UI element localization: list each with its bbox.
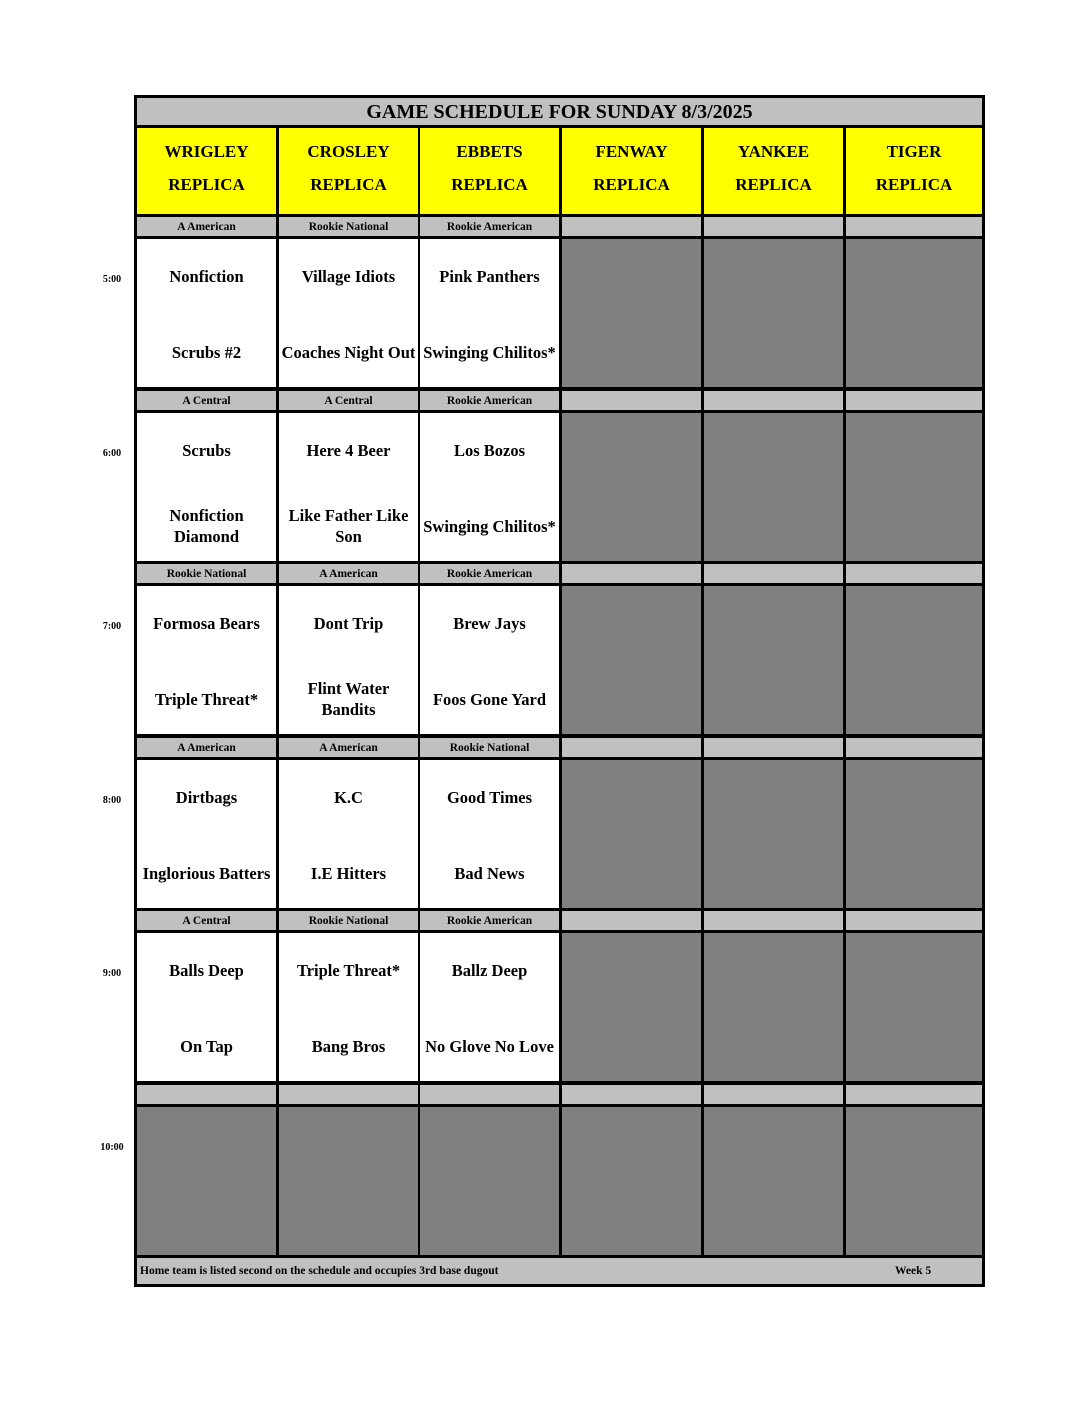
home-team: Nonfiction Diamond xyxy=(169,506,244,546)
game-cell xyxy=(279,933,418,1081)
game-cell xyxy=(137,586,276,734)
home-team: Bad News xyxy=(454,863,525,883)
field-subtitle: REPLICA xyxy=(735,175,812,194)
division-label xyxy=(846,911,982,930)
game-cell xyxy=(279,413,418,561)
time-label: 8:00 xyxy=(102,795,122,806)
division-label xyxy=(704,217,843,236)
home-team: Inglorious Batters xyxy=(142,863,271,883)
field-header-crosley xyxy=(279,128,418,214)
field-subtitle: REPLICA xyxy=(310,175,387,194)
division-label: Rookie American xyxy=(420,564,559,583)
field-name: WRIGLEY xyxy=(164,142,249,161)
field-header-yankee xyxy=(704,128,843,214)
away-team: Ballz Deep xyxy=(451,960,528,980)
away-team: Nonfiction xyxy=(169,266,244,286)
empty-slot xyxy=(846,933,982,1081)
game-cell xyxy=(279,586,418,734)
division-label: A American xyxy=(137,738,276,757)
division-label xyxy=(846,391,982,410)
division-label: A Central xyxy=(279,391,418,410)
empty-slot xyxy=(420,1107,559,1255)
time-label: 9:00 xyxy=(102,968,122,979)
game-cell xyxy=(279,760,418,908)
footer-note: Home team is listed second on the schedule and occupies 3rd base dugout xyxy=(140,1265,499,1277)
empty-slot xyxy=(562,933,701,1081)
division-label xyxy=(562,911,701,930)
home-team: Swinging Chilitos* xyxy=(423,516,556,536)
empty-slot xyxy=(704,760,843,908)
division-label xyxy=(420,1085,559,1104)
division-label xyxy=(562,738,701,757)
division-label xyxy=(704,391,843,410)
division-label: Rookie American xyxy=(420,217,559,236)
empty-slot xyxy=(704,586,843,734)
division-label xyxy=(846,564,982,583)
empty-slot xyxy=(846,1107,982,1255)
empty-slot xyxy=(137,1107,276,1255)
field-name: YANKEE xyxy=(737,142,810,161)
field-subtitle: REPLICA xyxy=(168,175,245,194)
empty-slot xyxy=(846,760,982,908)
empty-slot xyxy=(279,1107,418,1255)
field-subtitle: REPLICA xyxy=(593,175,670,194)
division-label: Rookie National xyxy=(279,911,418,930)
division-label xyxy=(137,1085,276,1104)
division-label xyxy=(846,217,982,236)
division-label xyxy=(704,911,843,930)
away-team: Triple Threat* xyxy=(296,960,401,980)
away-team: Los Bozos xyxy=(453,440,526,460)
division-label: A American xyxy=(279,564,418,583)
schedule-title: GAME SCHEDULE FOR SUNDAY 8/3/2025 xyxy=(137,98,982,125)
field-header-ebbets xyxy=(420,128,559,214)
empty-slot xyxy=(846,413,982,561)
away-team: Dirtbags xyxy=(175,787,238,807)
away-team: Village Idiots xyxy=(301,266,396,286)
field-header-fenway xyxy=(562,128,701,214)
home-team: Flint Water Bandits xyxy=(307,679,390,719)
field-header-wrigley xyxy=(137,128,276,214)
home-team: Foos Gone Yard xyxy=(432,689,547,709)
division-label: A Central xyxy=(137,911,276,930)
empty-slot xyxy=(704,933,843,1081)
division-label xyxy=(846,1085,982,1104)
away-team: Good Times xyxy=(446,787,533,807)
schedule-sheet xyxy=(134,95,985,1287)
division-label xyxy=(562,217,701,236)
empty-slot xyxy=(562,1107,701,1255)
empty-slot xyxy=(562,760,701,908)
division-label xyxy=(279,1085,418,1104)
division-label: Rookie American xyxy=(420,911,559,930)
empty-slot xyxy=(562,586,701,734)
home-team: Scrubs #2 xyxy=(171,342,242,362)
game-cell xyxy=(420,586,559,734)
home-team: I.E Hitters xyxy=(310,863,387,883)
time-label: 5:00 xyxy=(102,274,122,285)
game-cell xyxy=(137,239,276,387)
empty-slot xyxy=(704,239,843,387)
home-team: No Glove No Love xyxy=(425,1036,554,1056)
division-label: Rookie American xyxy=(420,391,559,410)
empty-slot xyxy=(846,586,982,734)
game-cell xyxy=(137,933,276,1081)
game-cell xyxy=(137,413,276,561)
home-team: On Tap xyxy=(180,1036,233,1056)
field-name: TIGER xyxy=(886,142,942,161)
division-label: Rookie National xyxy=(279,217,418,236)
away-team: Here 4 Beer xyxy=(306,440,391,460)
empty-slot xyxy=(562,239,701,387)
week-label: Week 5 xyxy=(895,1265,932,1277)
division-label xyxy=(562,564,701,583)
time-label: 10:00 xyxy=(100,1142,124,1153)
field-subtitle: REPLICA xyxy=(451,175,528,194)
empty-slot xyxy=(846,239,982,387)
field-subtitle: REPLICA xyxy=(875,175,953,194)
empty-slot xyxy=(562,413,701,561)
game-cell xyxy=(137,760,276,908)
field-name: EBBETS xyxy=(456,142,523,161)
away-team: Balls Deep xyxy=(169,960,244,980)
field-name: FENWAY xyxy=(595,142,668,161)
game-cell xyxy=(279,239,418,387)
home-team: Swinging Chilitos* xyxy=(423,342,556,362)
footer-bar xyxy=(137,1258,982,1284)
game-cell xyxy=(420,239,559,387)
home-team: Like Father Like Son xyxy=(288,506,409,546)
home-team: Bang Bros xyxy=(311,1036,386,1056)
time-column xyxy=(90,0,134,1408)
game-cell xyxy=(420,933,559,1081)
division-label xyxy=(704,564,843,583)
field-header-tiger xyxy=(846,128,982,214)
game-cell xyxy=(420,760,559,908)
division-label: A American xyxy=(137,217,276,236)
field-name: CROSLEY xyxy=(307,142,390,161)
away-team: Dont Trip xyxy=(313,613,384,633)
away-team: Scrubs xyxy=(182,440,231,460)
game-cell xyxy=(420,413,559,561)
time-label: 6:00 xyxy=(102,448,122,459)
division-label xyxy=(704,738,843,757)
away-team: Formosa Bears xyxy=(153,613,260,633)
division-label xyxy=(704,1085,843,1104)
division-label xyxy=(846,738,982,757)
empty-slot xyxy=(704,413,843,561)
division-label xyxy=(562,1085,701,1104)
away-team: Pink Panthers xyxy=(439,266,540,286)
division-label: Rookie National xyxy=(137,564,276,583)
empty-slot xyxy=(704,1107,843,1255)
time-label: 7:00 xyxy=(102,621,122,632)
away-team: Brew Jays xyxy=(453,613,526,633)
division-label: A American xyxy=(279,738,418,757)
division-label xyxy=(562,391,701,410)
home-team: Coaches Night Out xyxy=(281,342,416,362)
division-label: A Central xyxy=(137,391,276,410)
division-label: Rookie National xyxy=(420,738,559,757)
away-team: K.C xyxy=(334,787,363,807)
home-team: Triple Threat* xyxy=(154,689,259,709)
